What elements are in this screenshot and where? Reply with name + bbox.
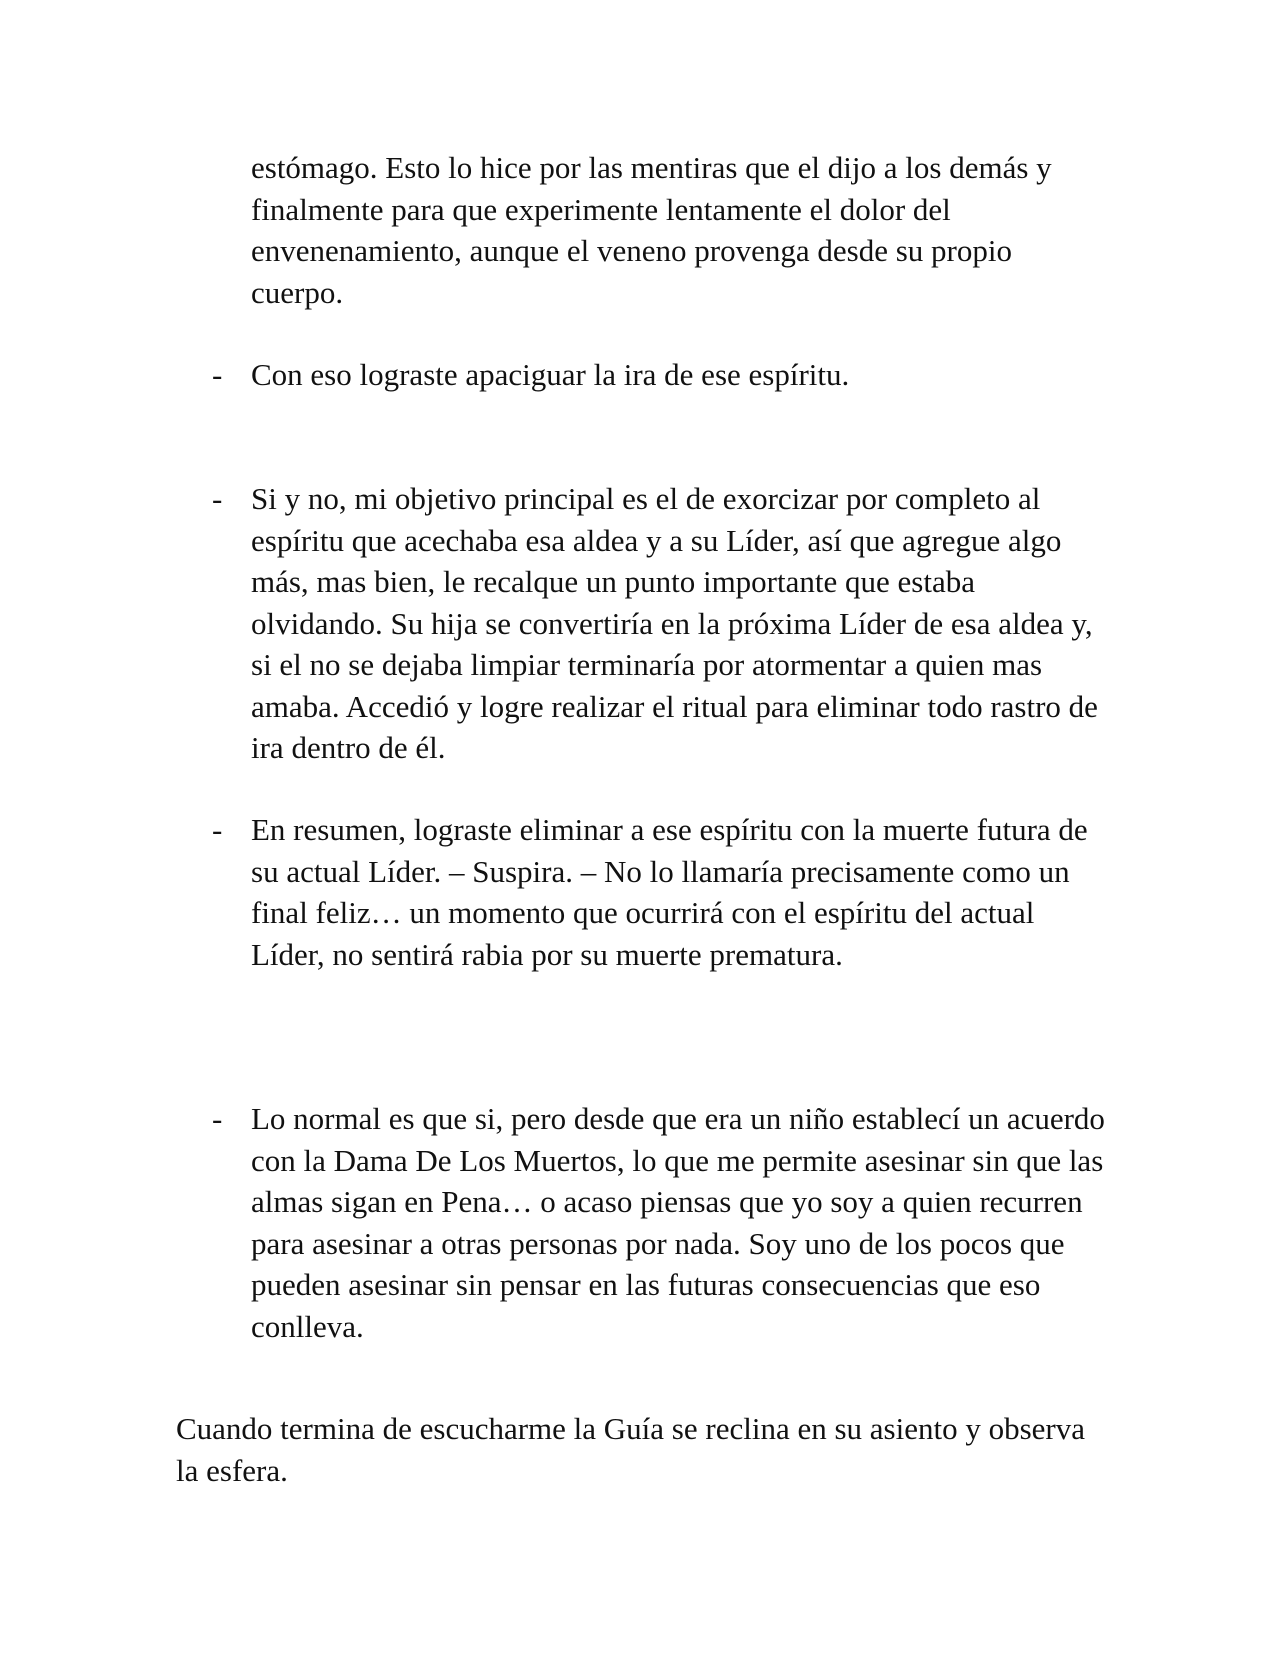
- dialogue-line: En resumen, lograste eliminar a ese espíritu con la muerte futura de su actual Líder. – Suspira. – No lo llamaría precisamente como un final feliz… un momento que ocurrirá con el espíritu del actual Líder, no sentirá rabia por su muerte prematura.: [251, 812, 1088, 972]
- narrative-paragraph: Cuando termina de escucharme la Guía se reclina en su asiento y observa la esfera.: [176, 1411, 1085, 1488]
- dialogue-dash: -: [212, 1101, 223, 1136]
- dialogue-line: Con eso lograste apaciguar la ira de ese espíritu.: [251, 357, 850, 392]
- paragraph-continuation: estómago. Esto lo hice por las mentiras que el dijo a los demás y finalmente para que experimente lentamente el dolor del envenenamiento, aunque el veneno provenga desde su propio cuerpo.: [251, 150, 1052, 310]
- dialogue-dash: -: [212, 812, 223, 847]
- dialogue-line: Lo normal es que si, pero desde que era un niño establecí un acuerdo con la Dama De Los Muertos, lo que me permite asesinar sin que las almas sigan en Pena… o acaso piensas que yo soy a quien recurren para asesinar a otras personas por nada. Soy uno de los pocos que pueden asesinar sin pensar en las futuras consecuencias que eso conlleva.: [251, 1101, 1105, 1344]
- dialogue-line: Si y no, mi objetivo principal es el de exorcizar por completo al espíritu que acechaba esa aldea y a su Líder, así que agregue algo más, mas bien, le recalque un punto importante que estaba olvidando. Su hija se convertiría en la próxima Líder de esa aldea y, si el no se dejaba limpiar terminaría por atormentar a quien mas amaba. Accedió y logre realizar el ritual para eliminar todo rastro de ira dentro de él.: [251, 481, 1098, 765]
- dialogue-dash: -: [212, 481, 223, 516]
- dialogue-dash: -: [212, 357, 223, 392]
